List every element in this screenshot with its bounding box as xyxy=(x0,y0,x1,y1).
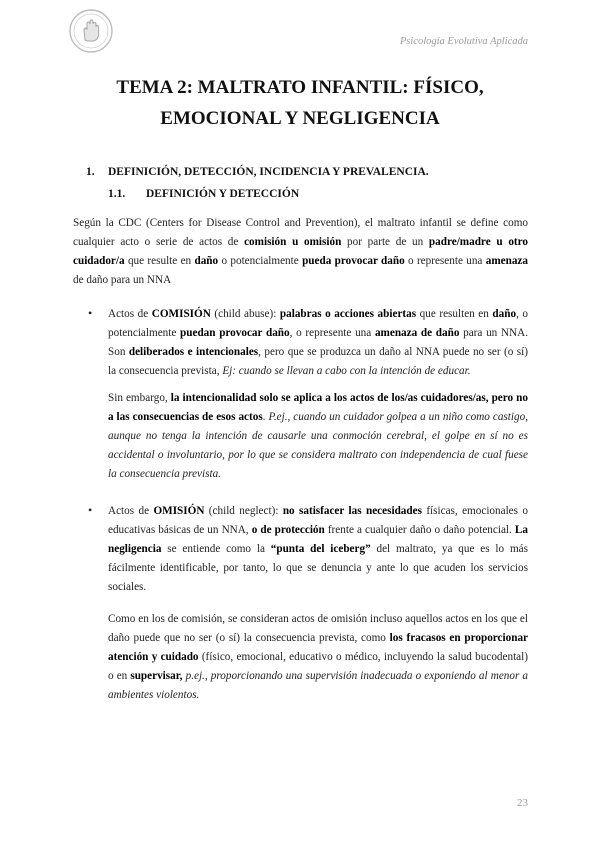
bold-run: no satisfacer las necesidades xyxy=(282,505,422,517)
page-title xyxy=(0,72,600,134)
course-title: Psicología Evolutiva Aplicada xyxy=(399,36,528,47)
bold-run: amenaza xyxy=(485,255,528,267)
bold-run: comisión u omisión xyxy=(244,236,342,248)
bold-run: deliberados e intencionales xyxy=(128,346,259,358)
bold-run: o de protección xyxy=(251,524,325,536)
italic-run: Ej: cuando se llevan a cabo con la intención de educar. xyxy=(222,365,471,377)
bold-run: padre/madre u otro cuidador/a xyxy=(73,236,528,267)
bold-run: COMISIÓN xyxy=(151,308,211,320)
hand-seal-icon xyxy=(68,8,114,54)
bold-run: puedan provocar daño xyxy=(180,327,290,339)
text-run: Actos de xyxy=(108,308,152,320)
text-run: , pero que se produzca un daño al NNA puede no ser (o sí) la consecuencia prevista, xyxy=(108,346,528,377)
omission-paragraph xyxy=(108,610,528,705)
text-run: , o potencialmente xyxy=(108,308,529,339)
title-line-1: TEMA 2: MALTRATO INFANTIL: FÍSICO, xyxy=(116,77,484,98)
bold-run: pueda provocar daño xyxy=(302,255,405,267)
intentionality-paragraph xyxy=(108,389,528,484)
subsection-text: DEFINICIÓN Y DETECCIÓN xyxy=(146,188,300,200)
bullet-dot-icon: • xyxy=(88,306,93,320)
bold-run: “punta del iceberg” xyxy=(270,543,371,555)
text-run: o potencialmente xyxy=(218,255,303,267)
bullet-dot-icon: • xyxy=(88,503,93,517)
bullet-omission xyxy=(108,502,528,597)
section-number: 1. xyxy=(86,166,95,178)
bold-run: palabras o acciones abiertas xyxy=(279,308,417,320)
italic-run: P.ej., cuando un cuidador golpea a un niño como castigo, aunque no tenga la intención de causarle una conmoción cerebral, el golpe en sí no es accidental o involuntario, por lo que se considera maltrato con independencia de cual fuese la consecuencia prevista. xyxy=(108,411,528,480)
text-run: frente a cualquier daño o daño potencial. xyxy=(324,524,515,536)
bold-run: supervisar, xyxy=(130,670,183,682)
bold-run: OMISIÓN xyxy=(153,505,205,517)
bullet-commission xyxy=(108,305,528,381)
page-number: 23 xyxy=(517,797,528,809)
bold-run: daño xyxy=(492,308,517,320)
intro-paragraph xyxy=(73,214,528,290)
text-run: . xyxy=(262,411,269,423)
bold-run: la intencionalidad solo se aplica a los actos de los/as cuidadores/as, pero no a las consecuencias de esos actos xyxy=(108,392,528,423)
bold-run: daño xyxy=(194,255,219,267)
text-run: (child neglect): xyxy=(204,505,283,517)
subsection-number: 1.1. xyxy=(108,188,126,200)
subsection-heading-1-1 xyxy=(108,188,299,200)
text-run: de daño para un NNA xyxy=(73,274,172,286)
text-run: (físico, emocional, educativo o médico, incluyendo la salud bucodental) o en xyxy=(108,651,528,682)
text-run: Según la CDC (Centers for Disease Control and Prevention), el maltrato infantil se define como cualquier acto o serie de actos de xyxy=(73,217,528,248)
section-heading-1 xyxy=(86,166,429,178)
text-run: se entiende como la xyxy=(161,543,271,555)
bold-run: los fracasos en proporcionar atención y cuidado xyxy=(108,632,528,663)
text-run: Como en los de comisión, se consideran actos de omisión incluso aquellos actos en los que el daño puede que no ser (o sí) la consecuencia prevista, como xyxy=(108,613,528,644)
text-run: del maltrato, ya que es lo más fácilmente identificable, por tanto, lo que se denuncia y ante lo que acuden los servicios sociales. xyxy=(108,543,528,593)
bold-run: amenaza de daño xyxy=(374,327,460,339)
text-run: Actos de xyxy=(108,505,154,517)
bold-run: La negligencia xyxy=(108,524,528,555)
italic-run: p.ej., proporcionando una supervisión inadecuada o exponiendo al menor a ambientes violentos. xyxy=(108,670,529,701)
text-run: , o represente una xyxy=(289,327,375,339)
text-run: por parte de un xyxy=(341,236,429,248)
text-run: Sin embargo, xyxy=(108,392,171,404)
text-run: que resulte en xyxy=(124,255,195,267)
text-run: físicas, emocionales o educativas básicas de un NNA, xyxy=(108,505,528,536)
text-run: para un NNA. Son xyxy=(108,327,528,358)
text-run: (child abuse): xyxy=(210,308,280,320)
title-line-2: EMOCIONAL Y NEGLIGENCIA xyxy=(160,108,440,129)
text-run: o represente una xyxy=(404,255,486,267)
text-run: que resulten en xyxy=(416,308,493,320)
section-text: DEFINICIÓN, DETECCIÓN, INCIDENCIA Y PREVALENCIA. xyxy=(108,166,429,178)
